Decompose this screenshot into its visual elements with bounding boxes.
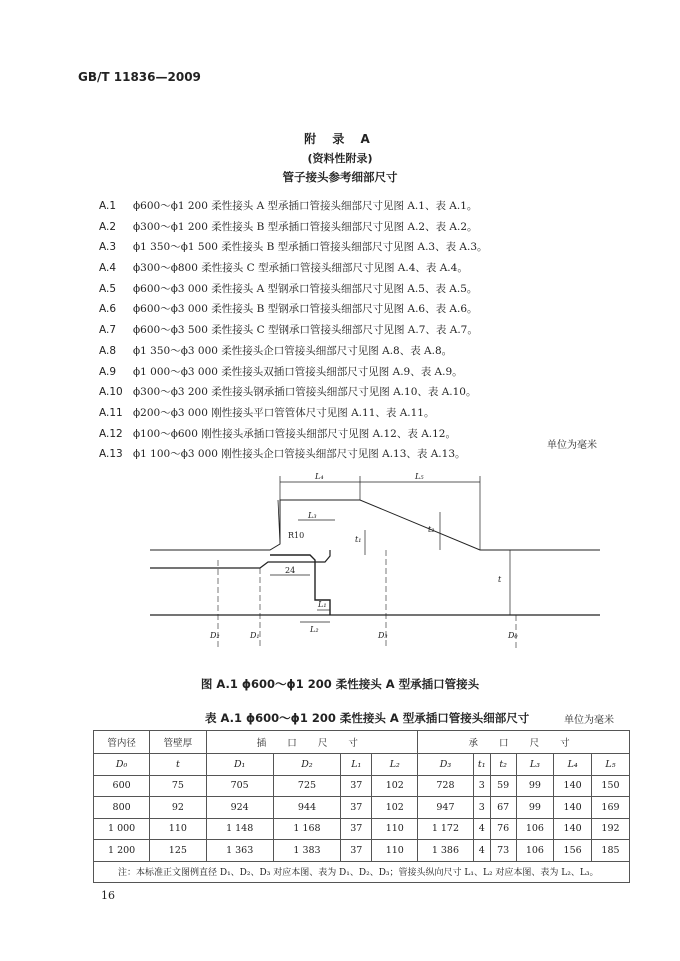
col-subheader: D₂: [273, 754, 340, 776]
item-number: A.11: [99, 406, 123, 419]
item-text: ϕ1 100～ϕ3 000 刚性接头企口管接头细部尺寸见图 A.13、表 A.13。: [133, 448, 466, 461]
label-L2: L₂: [310, 625, 319, 634]
item-list: [99, 196, 619, 465]
table-cell: 800: [94, 797, 150, 819]
table-cell: 728: [418, 775, 474, 797]
col-group-header: 承 口 尺 寸: [418, 731, 630, 754]
table-cell: 1 383: [273, 840, 340, 862]
item-text: ϕ100～ϕ600 刚性接头承插口管接头细部尺寸见图 A.12、表 A.12。: [133, 427, 456, 440]
label-D3: D₃: [378, 631, 388, 640]
table-cell: 3: [473, 775, 490, 797]
table-cell: 4: [473, 818, 490, 840]
item-text: ϕ1 000～ϕ3 000 柔性接头双插口管接头细部尺寸见图 A.9、表 A.9。: [133, 365, 463, 378]
unit-label: 单位为毫米: [547, 440, 597, 451]
list-item: [99, 444, 619, 465]
col-subheader: L₅: [591, 754, 629, 776]
col-subheader: L₃: [516, 754, 554, 776]
table-caption: 表 A.1 ϕ600～ϕ1 200 柔性接头 A 型承插口管接头细部尺寸: [205, 711, 530, 725]
list-item: [99, 196, 619, 217]
list-item: [99, 237, 619, 258]
annex-heading: 管子接头参考细部尺寸: [282, 170, 398, 184]
annex-subtitle: (资料性附录): [307, 152, 373, 165]
list-item: [99, 258, 619, 279]
table-cell: 73: [490, 840, 516, 862]
label-D2: D₂: [210, 631, 220, 640]
col-group-header: 插 口 尺 寸: [206, 731, 418, 754]
col-subheader: t: [150, 754, 206, 776]
list-item: [99, 382, 619, 403]
table-cell: 192: [591, 818, 629, 840]
table-cell: 37: [341, 840, 372, 862]
table-cell: 1 168: [273, 818, 340, 840]
item-number: A.12: [99, 427, 123, 440]
spigot-profile: [150, 550, 330, 568]
table-cell: 106: [516, 818, 554, 840]
col-subheader: L₄: [554, 754, 592, 776]
item-number: A.9: [99, 365, 117, 378]
label-L4: L₄: [315, 472, 324, 481]
table-cell: 944: [273, 797, 340, 819]
table-cell: 99: [516, 797, 554, 819]
list-item: [99, 299, 619, 320]
table-cell: 156: [554, 840, 592, 862]
label-R10: R10: [288, 531, 305, 540]
table-cell: 37: [341, 775, 372, 797]
table-cell: 37: [341, 797, 372, 819]
item-text: ϕ300～ϕ800 柔性接头 C 型承插口管接头细部尺寸见图 A.4、表 A.4。: [133, 262, 468, 275]
table-cell: 1 148: [206, 818, 273, 840]
list-item: [99, 424, 619, 445]
table-cell: 99: [516, 775, 554, 797]
table-note: 注：本标准正文图例直径 D₁、D₂、D₃ 对应本图、表为 D₁、D₂、D₃；管接头纵向尺寸 L₁、L₂ 对应本图、表为 L₂、L₃。: [94, 861, 630, 882]
item-text: ϕ600～ϕ3 500 柔性接头 C 型钢承口管接头细部尺寸见图 A.7、表 A.7。: [133, 324, 478, 337]
table-header-row: [94, 731, 630, 754]
table-cell: 1 363: [206, 840, 273, 862]
figure-caption: 图 A.1 ϕ600～ϕ1 200 柔性接头 A 型承插口管接头: [200, 677, 480, 691]
label-L1: L₁: [318, 600, 327, 609]
table-cell: 75: [150, 775, 206, 797]
table-note-row: [94, 861, 630, 882]
table-cell: 59: [490, 775, 516, 797]
item-number: A.7: [99, 324, 117, 337]
page-number: 16: [101, 889, 115, 902]
standard-code: GB/T 11836—2009: [78, 70, 201, 84]
table-cell: 947: [418, 797, 474, 819]
table-cell: 140: [554, 797, 592, 819]
table-row: [94, 775, 630, 797]
item-number: A.1: [99, 200, 117, 212]
table-row: [94, 840, 630, 862]
dimensions-table: [93, 730, 630, 883]
pipe-outline: [150, 500, 600, 550]
item-text: ϕ600～ϕ3 000 柔性接头 A 型钢承口管接头细部尺寸见图 A.5、表 A.5。: [133, 282, 478, 295]
item-number: A.5: [99, 282, 117, 295]
table-cell: 106: [516, 840, 554, 862]
joint-drawing: [150, 470, 600, 670]
item-number: A.6: [99, 303, 117, 316]
item-number: A.10: [99, 386, 123, 399]
table-cell: 4: [473, 840, 490, 862]
label-L5: L₅: [415, 472, 424, 481]
table-cell: 150: [591, 775, 629, 797]
list-item: [99, 320, 619, 341]
table-cell: 725: [273, 775, 340, 797]
table-cell: 1 000: [94, 818, 150, 840]
table-cell: 1 200: [94, 840, 150, 862]
label-D0: D₀: [508, 631, 518, 640]
table-cell: 924: [206, 797, 273, 819]
table-row: [94, 797, 630, 819]
table-subheader-row: [94, 754, 630, 776]
table-cell: 37: [341, 818, 372, 840]
item-number: A.4: [99, 262, 117, 275]
item-text: ϕ200～ϕ3 000 刚性接头平口管管体尺寸见图 A.11、表 A.11。: [133, 406, 435, 419]
table-cell: 140: [554, 775, 592, 797]
list-item: [99, 362, 619, 383]
item-number: A.2: [99, 220, 117, 233]
list-item: [99, 217, 619, 238]
label-D1: D₁: [250, 631, 260, 640]
col-subheader: t₂: [490, 754, 516, 776]
table-cell: 705: [206, 775, 273, 797]
table-cell: 1 172: [418, 818, 474, 840]
item-text: ϕ1 350～ϕ3 000 柔性接头企口管接头细部尺寸见图 A.8、表 A.8。: [133, 344, 453, 357]
col-subheader: D₃: [418, 754, 474, 776]
item-number: A.3: [99, 241, 117, 254]
item-text: ϕ1 350～ϕ1 500 柔性接头 B 型承插口管接头细部尺寸见图 A.3、表 A.3。: [133, 241, 488, 254]
table-cell: 102: [372, 775, 418, 797]
col-subheader: D₁: [206, 754, 273, 776]
col-subheader: D₀: [94, 754, 150, 776]
label-24: 24: [285, 566, 296, 575]
table-cell: 110: [372, 818, 418, 840]
table-cell: 92: [150, 797, 206, 819]
item-text: ϕ300～ϕ1 200 柔性接头 B 型承插口管接头细部尺寸见图 A.2、表 A.2。: [133, 220, 478, 233]
item-text: ϕ300～ϕ3 200 柔性接头钢承插口管接头细部尺寸见图 A.10、表 A.10。: [133, 386, 477, 399]
col-header: 管内径: [94, 731, 150, 754]
table-cell: 3: [473, 797, 490, 819]
list-item: [99, 341, 619, 362]
table-cell: 110: [372, 840, 418, 862]
item-number: A.13: [99, 448, 123, 461]
table-cell: 185: [591, 840, 629, 862]
list-item: [99, 279, 619, 300]
item-number: A.8: [99, 344, 117, 357]
item-text: ϕ600～ϕ3 000 柔性接头 B 型钢承口管接头细部尺寸见图 A.6、表 A.6。: [133, 303, 478, 316]
table-cell: 125: [150, 840, 206, 862]
col-header: 管壁厚: [150, 731, 206, 754]
table-cell: 1 386: [418, 840, 474, 862]
label-t2: t₂: [428, 525, 435, 534]
col-subheader: t₁: [473, 754, 490, 776]
table-cell: 102: [372, 797, 418, 819]
col-subheader: L₁: [341, 754, 372, 776]
label-t1: t₁: [355, 535, 362, 544]
table-row: [94, 818, 630, 840]
table-cell: 110: [150, 818, 206, 840]
item-text: ϕ600～ϕ1 200 柔性接头 A 型承插口管接头细部尺寸见图 A.1、表 A.1。: [133, 200, 478, 212]
table-cell: 67: [490, 797, 516, 819]
table-unit-label: 单位为毫米: [564, 715, 614, 726]
table-cell: 140: [554, 818, 592, 840]
table-cell: 76: [490, 818, 516, 840]
annex-title: 附 录 A: [304, 132, 376, 146]
label-L3: L₃: [308, 511, 317, 520]
label-t: t: [498, 575, 502, 584]
col-subheader: L₂: [372, 754, 418, 776]
table-cell: 600: [94, 775, 150, 797]
table-cell: 169: [591, 797, 629, 819]
list-item: [99, 403, 619, 424]
